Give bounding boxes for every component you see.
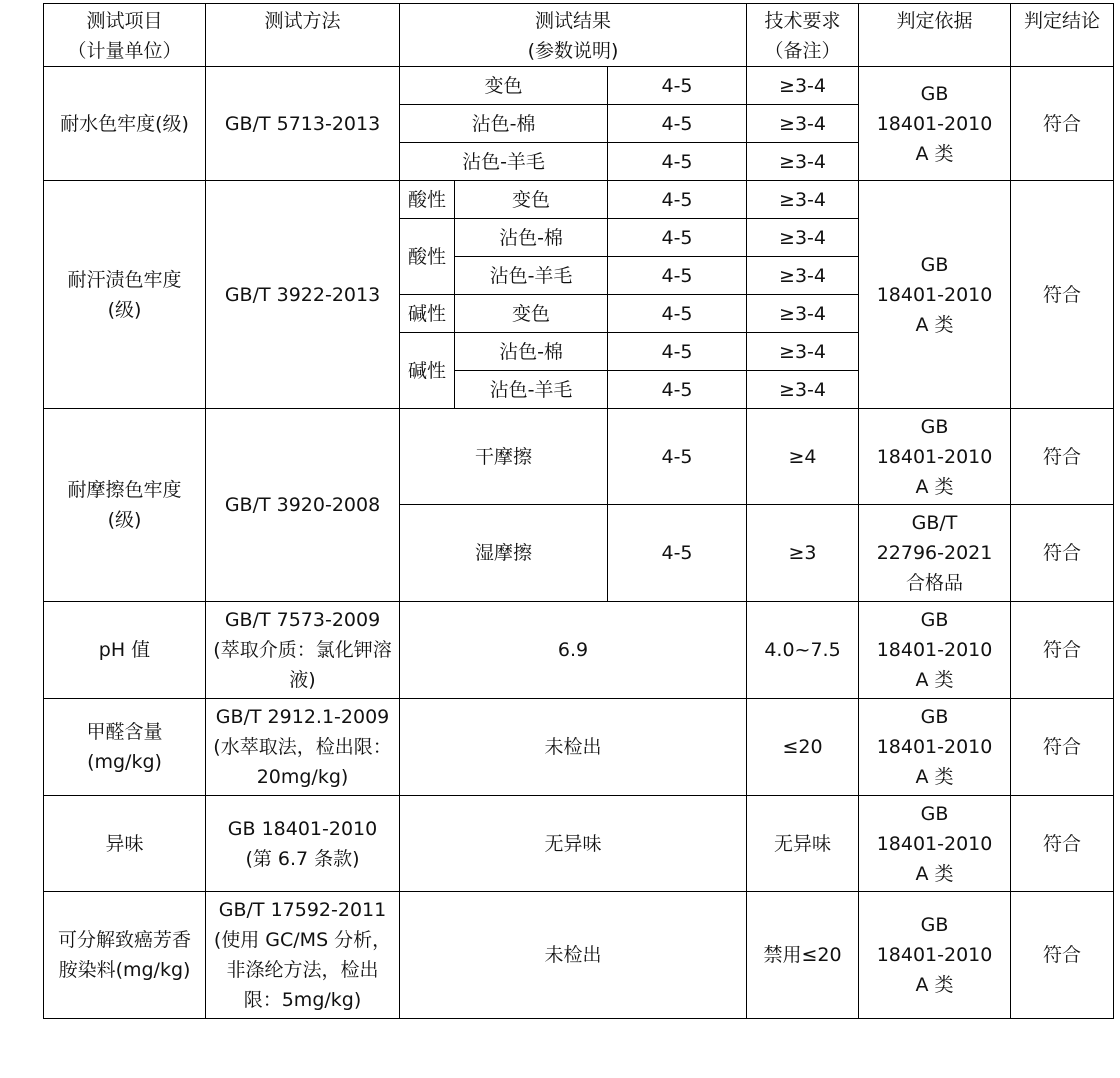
table-row (44, 892, 1114, 1019)
basis-cell (859, 699, 1011, 796)
basis-line: 18401-2010 (876, 944, 993, 966)
value-cell: 4-5 (608, 409, 747, 505)
basis-line: A 类 (915, 974, 954, 996)
basis-line: A 类 (915, 766, 954, 788)
method-line: (萃取介质：氯化钾溶 (213, 639, 392, 661)
condition-cell: 碱性 (400, 333, 455, 409)
requirement-cell: ≤20 (747, 699, 859, 796)
header-requirement-line1: 技术要求 (764, 10, 841, 32)
param-cell: 沾色-棉 (400, 105, 608, 143)
param-cell: 沾色-羊毛 (400, 143, 608, 181)
param-cell: 沾色-棉 (455, 219, 608, 257)
item-line: 耐摩擦色牢度 (67, 479, 182, 501)
value-cell: 4-5 (608, 505, 747, 602)
param-cell: 沾色-羊毛 (455, 371, 608, 409)
param-cell: 变色 (455, 181, 608, 219)
basis-line: 18401-2010 (876, 445, 993, 468)
table-row (44, 796, 1114, 892)
value-cell: 4-5 (608, 333, 747, 371)
method-line: (使用 GC/MS 分析， (213, 929, 392, 951)
basis-line: 18401-2010 (876, 639, 993, 661)
basis-line: 合格品 (906, 572, 964, 594)
basis-line: A 类 (915, 475, 954, 498)
basis-line: 18401-2010 (876, 112, 993, 135)
param-cell: 湿摩擦 (400, 505, 608, 602)
item-cell (44, 181, 206, 409)
requirement-cell: 无异味 (747, 796, 859, 892)
condition-cell: 碱性 (400, 295, 455, 333)
table-row (44, 699, 1114, 796)
item-cell: pH 值 (44, 602, 206, 699)
requirement-cell: ≥3-4 (747, 105, 859, 143)
condition-cell: 酸性 (400, 181, 455, 219)
header-result-line1: 测试结果 (535, 10, 612, 32)
requirement-cell: ≥3-4 (747, 257, 859, 295)
table-row (44, 67, 1114, 105)
basis-line: GB (920, 914, 949, 936)
item-line: 甲醛含量 (86, 721, 163, 743)
basis-line: GB (920, 82, 949, 105)
table-row (44, 409, 1114, 505)
item-cell: 异味 (44, 796, 206, 892)
item-line: 耐汗渍色牢度 (67, 268, 182, 291)
param-cell: 干摩擦 (400, 409, 608, 505)
method-cell (206, 699, 400, 796)
param-cell: 沾色-羊毛 (455, 257, 608, 295)
basis-line: 18401-2010 (876, 283, 993, 306)
condition-cell: 酸性 (400, 219, 455, 295)
basis-cell (859, 67, 1011, 181)
requirement-cell: ≥3 (747, 505, 859, 602)
param-cell: 沾色-棉 (455, 333, 608, 371)
conclusion-cell: 符合 (1011, 602, 1114, 699)
value-cell: 4-5 (608, 67, 747, 105)
header-method: 测试方法 (206, 4, 400, 67)
item-line: (级) (107, 509, 142, 531)
conclusion-cell: 符合 (1011, 699, 1114, 796)
basis-cell (859, 409, 1011, 505)
conclusion-cell: 符合 (1011, 409, 1114, 505)
item-cell (44, 699, 206, 796)
basis-line: GB/T (911, 512, 958, 534)
requirement-cell: 禁用≤20 (747, 892, 859, 1019)
method-line: 20mg/kg) (256, 766, 349, 788)
result-cell: 未检出 (400, 699, 747, 796)
value-cell: 4-5 (608, 219, 747, 257)
method-line: GB 18401-2010 (227, 817, 378, 840)
requirement-cell: ≥3-4 (747, 143, 859, 181)
header-requirement (747, 4, 859, 67)
conclusion-cell: 符合 (1011, 67, 1114, 181)
basis-line: GB (920, 253, 949, 276)
conclusion-cell: 符合 (1011, 796, 1114, 892)
item-cell: 耐水色牢度(级) (44, 67, 206, 181)
result-cell: 无异味 (400, 796, 747, 892)
basis-line: 18401-2010 (876, 832, 993, 855)
method-cell (206, 796, 400, 892)
value-cell: 4-5 (608, 181, 747, 219)
method-cell (206, 602, 400, 699)
basis-line: A 类 (915, 313, 954, 336)
value-cell: 4-5 (608, 105, 747, 143)
table-row (44, 181, 1114, 219)
value-cell: 4-5 (608, 371, 747, 409)
requirement-cell: ≥3-4 (747, 219, 859, 257)
basis-line: A 类 (915, 669, 954, 691)
basis-line: 22796-2021 (876, 542, 993, 564)
item-cell (44, 892, 206, 1019)
requirement-cell: ≥4 (747, 409, 859, 505)
basis-line: A 类 (915, 862, 954, 885)
conclusion-cell: 符合 (1011, 505, 1114, 602)
value-cell: 4-5 (608, 295, 747, 333)
requirement-cell: ≥3-4 (747, 371, 859, 409)
basis-line: A 类 (915, 142, 954, 165)
header-item-line2: （计量单位） (67, 40, 182, 62)
requirement-cell: 4.0~7.5 (747, 602, 859, 699)
value-cell: 4-5 (608, 143, 747, 181)
basis-cell (859, 892, 1011, 1019)
conclusion-cell: 符合 (1011, 892, 1114, 1019)
method-line: GB/T 17592-2011 (218, 899, 387, 921)
requirement-cell: ≥3-4 (747, 333, 859, 371)
basis-cell (859, 181, 1011, 409)
result-cell: 未检出 (400, 892, 747, 1019)
conclusion-cell: 符合 (1011, 181, 1114, 409)
method-line: GB/T 7573-2009 (224, 609, 381, 631)
param-cell: 变色 (400, 67, 608, 105)
header-row (44, 4, 1114, 67)
method-cell: GB/T 3920-2008 (206, 409, 400, 602)
basis-line: GB (920, 609, 949, 631)
method-cell: GB/T 5713-2013 (206, 67, 400, 181)
requirement-cell: ≥3-4 (747, 295, 859, 333)
header-item (44, 4, 206, 67)
test-report-table (43, 3, 1114, 1019)
header-conclusion: 判定结论 (1011, 4, 1114, 67)
basis-line: 18401-2010 (876, 736, 993, 758)
method-line: (水萃取法，检出限： (213, 736, 392, 758)
item-line: (mg/kg) (87, 751, 162, 773)
basis-line: GB (920, 415, 949, 438)
header-requirement-line2: （备注） (764, 40, 841, 62)
basis-line: GB (920, 706, 949, 728)
header-result (400, 4, 747, 67)
method-cell: GB/T 3922-2013 (206, 181, 400, 409)
item-line: (级) (107, 298, 142, 321)
basis-cell (859, 796, 1011, 892)
table-row (44, 602, 1114, 699)
item-line: 胺染料(mg/kg) (58, 959, 191, 981)
basis-cell (859, 505, 1011, 602)
param-cell: 变色 (455, 295, 608, 333)
method-line: GB/T 2912.1-2009 (215, 706, 390, 728)
item-line: 可分解致癌芳香 (57, 929, 191, 951)
item-cell (44, 409, 206, 602)
result-cell: 6.9 (400, 602, 747, 699)
basis-cell (859, 602, 1011, 699)
method-line: 非涤纶方法，检出 (226, 959, 379, 981)
method-line: (第 6.7 条款) (245, 847, 360, 870)
value-cell: 4-5 (608, 257, 747, 295)
basis-line: GB (920, 802, 949, 825)
header-result-line2: (参数说明) (527, 40, 619, 62)
requirement-cell: ≥3-4 (747, 67, 859, 105)
method-cell (206, 892, 400, 1019)
header-basis: 判定依据 (859, 4, 1011, 67)
header-item-line1: 测试项目 (86, 10, 163, 32)
method-line: 液) (289, 669, 316, 691)
requirement-cell: ≥3-4 (747, 181, 859, 219)
method-line: 限：5mg/kg) (243, 989, 362, 1011)
